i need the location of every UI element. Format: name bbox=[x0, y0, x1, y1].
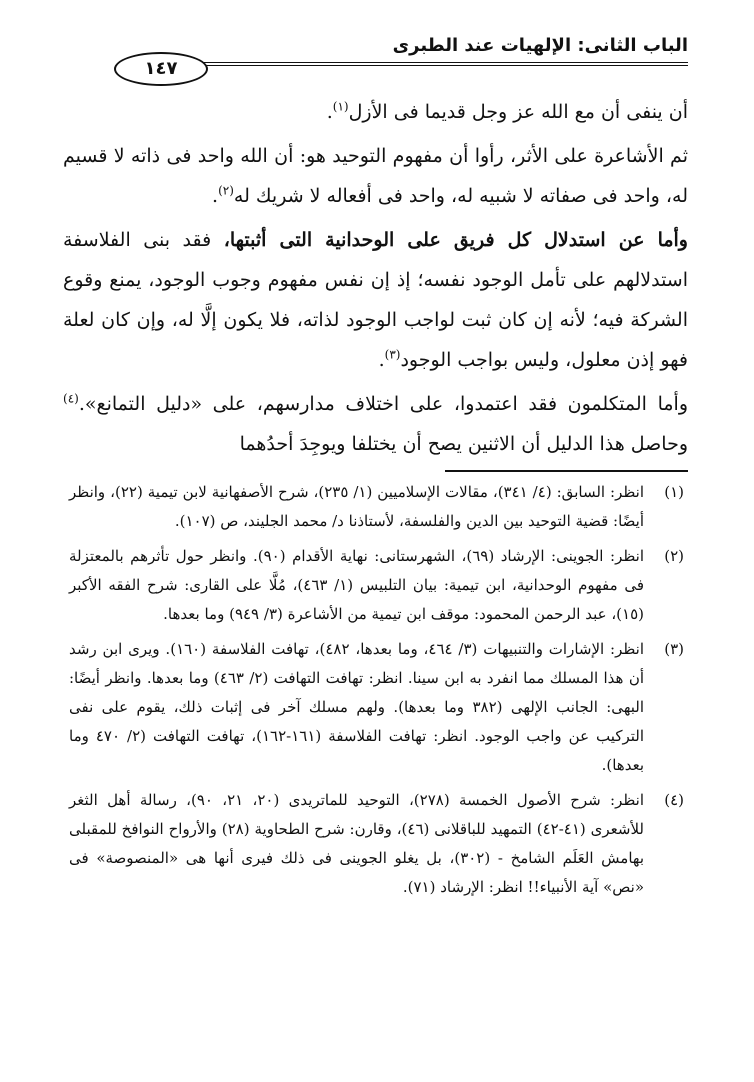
paragraph-3-end: . bbox=[378, 349, 385, 371]
paragraph-2 bbox=[63, 136, 688, 216]
footnote-2 bbox=[69, 542, 684, 629]
paragraph-1-end: . bbox=[326, 101, 333, 123]
paragraph-3-heading: وأما عن استدلال كل فريق على الوحدانية التى أثبتها، bbox=[223, 229, 688, 251]
header-rule bbox=[130, 62, 688, 66]
footnote-1 bbox=[69, 478, 684, 536]
footnote-number: (٣) bbox=[664, 640, 684, 658]
footnote-text: انظر: السابق: (٤/ ٣٤١)، مقالات الإسلاميين (١/ ٢٣٥)، شرح الأصفهانية لابن تيمية (٢٢)، وانظر أيضًا: قضية التوحيد بين الدين والفلسفة، لأستاذنا د/ محمد الجليند، ص (١٠٧). bbox=[69, 483, 644, 530]
paragraph-2-end: . bbox=[212, 185, 219, 207]
footnote-number: (١) bbox=[664, 483, 684, 501]
paragraph-3-text: فقد بنى الفلاسفة استدلالهم على تأمل الوجود نفسه؛ إذ إن نفس مفهوم وجوب الوجود، يمنع وقوع الشركة فيه؛ لأنه إن كان ثبت لواجب الوجود لذاته، فلا يكون إلَّا له، وإن كان لعلة فهو إذن معلول، وليس بواجب الوجود bbox=[63, 229, 688, 371]
paragraph-1-text: أن ينفى أن مع الله عز وجل قديما فى الأزل bbox=[348, 101, 688, 123]
paragraph-4 bbox=[63, 384, 688, 464]
paragraph-1 bbox=[63, 92, 688, 132]
footnote-ref-1: (١) bbox=[332, 99, 349, 114]
footnote-ref-2: (٢) bbox=[218, 183, 234, 198]
paragraph-2-text: ثم الأشاعرة على الأثر، رأوا أن مفهوم التوحيد هو: أن الله واحد فى ذاته لا قسيم له، واحد فى صفاته لا شبيه له، واحد فى أفعاله لا شريك له bbox=[63, 145, 688, 207]
footnote-ref-3: (٣) bbox=[384, 347, 401, 362]
footnote-4 bbox=[69, 786, 684, 902]
running-header-title: الباب الثانى: الإلهيات عند الطبرى bbox=[392, 35, 688, 56]
footnote-3 bbox=[69, 635, 684, 780]
footnote-number: (٤) bbox=[664, 791, 684, 809]
main-text bbox=[63, 92, 688, 468]
footnote-ref-4: (٤) bbox=[63, 391, 79, 406]
paragraph-4-text: وأما المتكلمون فقد اعتمدوا، على اختلاف مدارسهم، على «دليل التمانع». bbox=[78, 393, 688, 415]
paragraph-3 bbox=[63, 220, 688, 380]
footnote-separator bbox=[445, 470, 688, 472]
footnotes bbox=[69, 478, 684, 908]
footnote-text: انظر: الجوينى: الإرشاد (٦٩)، الشهرستانى: نهاية الأقدام (٩٠). وانظر حول تأثرهم بالمعتزلة فى مفهوم الوحدانية، ابن تيمية: بيان التلبيس (١/ ٤٦٣)، مُلَّا على القارى: شرح الفقه الأكبر (١٥)، عبد الرحمن المحمود: موقف ابن تيمية من الأشاعرة (٣/ ٩٤٩) وما بعدها. bbox=[69, 547, 645, 623]
page-number-badge: ١٤٧ bbox=[114, 52, 208, 86]
footnote-text: انظر: شرح الأصول الخمسة (٢٧٨)، التوحيد للماتريدى (٢٠، ٢١، ٩٠)، رسالة أهل الثغر للأشعرى (٤١-٤٢) التمهيد للباقلانى (٤٦)، وقارن: شرح الطحاوية (٢٨) والأرواح النوافخ للمقبلى بهامش العَلَم الشامخ - (٣٠٢)، بل يغلو الجوينى فى ذلك فيرى أنها هى «المنصوصة» فى «نص» آية الأنبياء!! انظر: الإرشاد (٧١). bbox=[69, 791, 645, 896]
paragraph-4-rest: وحاصل هذا الدليل أن الاثنين يصح أن يختلفا ويوجِدَ أحدُهما bbox=[239, 433, 688, 455]
footnote-text: انظر: الإشارات والتنبيهات (٣/ ٤٦٤، وما بعدها، ٤٨٢)، تهافت الفلاسفة (١٦٠). ويرى ابن رشد أن هذا المسلك مما انفرد به ابن سينا. انظر: تهافت التهافت (٢/ ٤٦٣) وما بعدها. وانظر أيضًا: البهى: الجانب الإلهى (٣٨٢ وما بعدها). ولهم مسلك آخر فى إثبات ذلك، يقوم على نفى التركيب عن واجب الوجود. انظر: تهافت الفلاسفة (١٦١-١٦٢)، تهافت التهافت (٢/ ٤٧٠ وما بعدها). bbox=[69, 640, 645, 774]
footnote-number: (٢) bbox=[664, 547, 684, 565]
